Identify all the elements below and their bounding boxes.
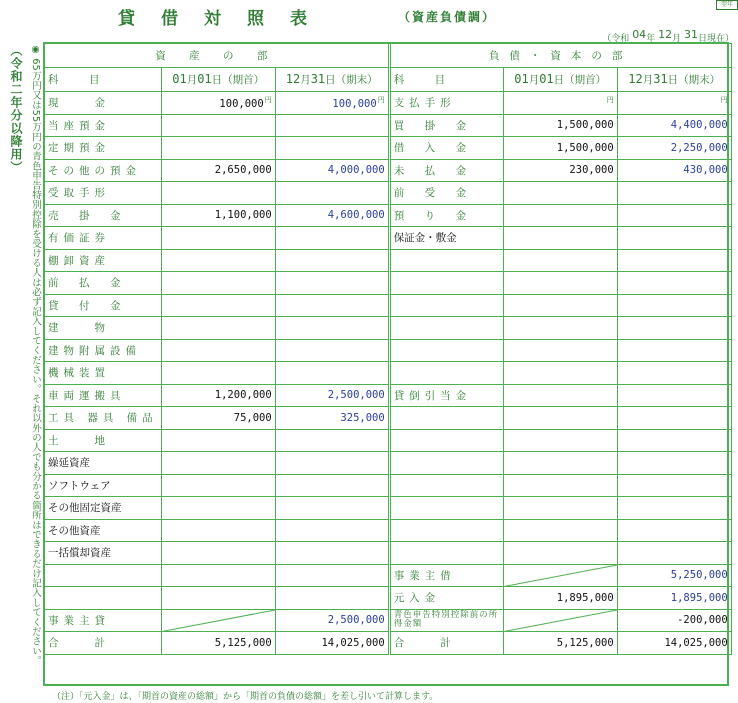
amount: 2,650,000 [214, 164, 272, 177]
liabilities-start-value[interactable] [503, 429, 617, 452]
assets-start-value[interactable] [161, 497, 275, 520]
assets-start-value[interactable] [161, 114, 275, 137]
asset-label: 前 払 金 [45, 272, 162, 295]
assets-section-header: 資 産 の 部 [45, 44, 390, 68]
assets-start-date-header [161, 68, 275, 92]
liabilities-end-value[interactable] [617, 272, 731, 295]
table-row [45, 114, 732, 137]
table-row [45, 542, 732, 565]
liabilities-end-value[interactable] [617, 159, 731, 182]
owner-loan-label: 事業主貸 [45, 609, 162, 632]
owner-borrow-start-crossed [503, 564, 617, 587]
asset-label: 一括償却資産 [45, 542, 162, 565]
assets-end-date-header [275, 68, 389, 92]
liability-label [389, 272, 503, 295]
liabilities-start-date-header [503, 68, 617, 92]
liabilities-start-value[interactable] [503, 182, 617, 205]
assets-start-value[interactable] [161, 294, 275, 317]
liability-label [389, 249, 503, 272]
assets-start-value[interactable] [161, 587, 275, 610]
liability-label: 貸倒引当金 [389, 384, 503, 407]
liabilities-start-value[interactable] [503, 497, 617, 520]
liability-label: 保証金・敷金 [389, 227, 503, 250]
asset-label: 建 物 [45, 317, 162, 340]
liabilities-end-value[interactable] [617, 249, 731, 272]
assets-end-value[interactable] [275, 362, 389, 385]
start-month-unit: 月 [186, 74, 198, 86]
owner-borrow-end-value[interactable]: 5,250,000 [617, 564, 731, 587]
liabilities-start-value[interactable] [503, 159, 617, 182]
liabilities-end-value[interactable] [617, 137, 731, 160]
assets-start-value[interactable] [161, 317, 275, 340]
asset-label: 土 地 [45, 429, 162, 452]
liabilities-end-value[interactable] [617, 339, 731, 362]
yen-unit: 円 [264, 96, 272, 105]
table-row [45, 384, 732, 407]
capital-start-value[interactable]: 1,895,000 [503, 587, 617, 610]
liabilities-end-value[interactable] [617, 407, 731, 430]
liabilities-total-start[interactable]: 5,125,000 [503, 632, 617, 655]
liabilities-start-value[interactable] [503, 137, 617, 160]
liabilities-start-value[interactable] [503, 362, 617, 385]
liability-label [389, 452, 503, 475]
page-subtitle: （資産負債調） [398, 10, 497, 24]
asset-label: その他固定資産 [45, 497, 162, 520]
assets-end-value[interactable] [275, 407, 389, 430]
liabilities-start-value[interactable] [503, 474, 617, 497]
liability-label [389, 362, 503, 385]
yen-unit: 円 [377, 96, 385, 105]
table-row [45, 317, 732, 340]
assets-start-value[interactable] [161, 182, 275, 205]
assets-end-value[interactable] [275, 339, 389, 362]
asset-label: その他資産 [45, 519, 162, 542]
date-day: 31 [683, 28, 698, 41]
pre-deduction-start-crossed [503, 609, 617, 632]
assets-end-value[interactable] [275, 587, 389, 610]
assets-start-value[interactable] [161, 452, 275, 475]
liability-label: 買 掛 金 [389, 114, 503, 137]
owner-borrow-label: 事業主借 [389, 564, 503, 587]
table-row [45, 92, 732, 115]
liability-label [389, 519, 503, 542]
asset-label: 受取手形 [45, 182, 162, 205]
table-row [45, 564, 732, 587]
table-row [45, 227, 732, 250]
liability-label [389, 429, 503, 452]
liabilities-start-value[interactable] [503, 407, 617, 430]
table-row [45, 452, 732, 475]
amount: 230,000 [569, 164, 614, 177]
footnote: （注）「元入金」は、「期首の資産の総額」から「期首の負債の総額」を差し引いて計算します。 [52, 692, 439, 702]
end-day-unit: 日（期末） [667, 74, 721, 86]
liability-label [389, 474, 503, 497]
liabilities-end-value[interactable] [617, 92, 731, 115]
date-year-unit: 年 [646, 34, 656, 44]
form-version-label: （令和二年分以降用） [9, 44, 23, 174]
amount: 1,500,000 [556, 119, 614, 132]
amount: 325,000 [340, 411, 385, 424]
liability-label [389, 407, 503, 430]
liabilities-section-header: 負債・資本の部 [389, 44, 731, 68]
asset-label: 機械装置 [45, 362, 162, 385]
liabilities-start-value[interactable] [503, 272, 617, 295]
start-day: 01 [197, 72, 212, 86]
liability-label: 借 入 金 [389, 137, 503, 160]
side-instruction-note: ◉ 65万円又は55万円の青色申告特別控除を受ける人は必ず記入してください。それ以外の人でも分かる箇所はできるだけ記入してください。 [30, 44, 41, 666]
liabilities-end-value[interactable] [617, 182, 731, 205]
start-month: 01 [514, 72, 529, 86]
assets-end-value[interactable] [275, 429, 389, 452]
asset-label [45, 564, 162, 587]
asset-label: 繰延資産 [45, 452, 162, 475]
assets-end-value[interactable] [275, 204, 389, 227]
assets-start-value[interactable] [161, 564, 275, 587]
date-day-unit: 日現在 [697, 34, 725, 44]
table-row [45, 429, 732, 452]
assets-start-value[interactable] [161, 362, 275, 385]
amount: 1,100,000 [214, 209, 272, 222]
yen-unit: 円 [606, 96, 614, 105]
amount: 100,000 [332, 98, 377, 111]
liabilities-start-value[interactable] [503, 204, 617, 227]
assets-start-value[interactable] [161, 542, 275, 565]
table-row [45, 609, 732, 632]
pre-deduction-label: 青色申告特別控除前の所得金額 [389, 609, 503, 632]
liabilities-start-value[interactable] [503, 249, 617, 272]
column-header-row [45, 68, 732, 92]
liabilities-start-value[interactable] [503, 452, 617, 475]
totals-row [45, 632, 732, 655]
asset-label: 棚卸資産 [45, 249, 162, 272]
liabilities-start-value[interactable] [503, 519, 617, 542]
assets-start-value[interactable] [161, 159, 275, 182]
yen-unit: 円 [720, 96, 728, 105]
amount: 1,500,000 [556, 141, 614, 154]
end-month: 12 [628, 72, 643, 86]
table-row [45, 159, 732, 182]
amount: 100,000 [219, 98, 264, 111]
liabilities-end-value[interactable] [617, 204, 731, 227]
start-day-unit: 日（期首） [211, 74, 265, 86]
amount: 4,000,000 [327, 164, 385, 177]
assets-end-value[interactable] [275, 474, 389, 497]
table-row [45, 272, 732, 295]
assets-end-value[interactable] [275, 92, 389, 115]
table-row [45, 204, 732, 227]
liability-label: 支払手形 [389, 92, 503, 115]
liabilities-end-value[interactable] [617, 519, 731, 542]
asset-label: 当座預金 [45, 114, 162, 137]
assets-end-value[interactable] [275, 519, 389, 542]
liabilities-end-value[interactable] [617, 542, 731, 565]
assets-end-value[interactable] [275, 227, 389, 250]
end-month-unit: 月 [300, 74, 311, 86]
liability-label [389, 294, 503, 317]
table-row [45, 339, 732, 362]
assets-total-label: 合 計 [45, 632, 162, 655]
liability-label: 預 り 金 [389, 204, 503, 227]
liabilities-start-value[interactable] [503, 384, 617, 407]
capital-end-value[interactable]: 1,895,000 [617, 587, 731, 610]
balance-sheet-table [44, 43, 732, 655]
liability-label: 未 払 金 [389, 159, 503, 182]
asset-label: 売 掛 金 [45, 204, 162, 227]
start-day: 01 [539, 72, 554, 86]
asset-label: ソフトウェア [45, 474, 162, 497]
liability-label [389, 317, 503, 340]
liability-label [389, 497, 503, 520]
assets-end-value[interactable] [275, 497, 389, 520]
start-month: 01 [172, 72, 187, 86]
as-of-date: （令和 04年 12月 31日現在） [602, 28, 734, 44]
liabilities-start-value[interactable] [503, 339, 617, 362]
amount: 2,250,000 [670, 141, 728, 154]
amount: 75,000 [233, 411, 272, 424]
assets-end-value[interactable] [275, 182, 389, 205]
table-row [45, 137, 732, 160]
assets-start-value[interactable] [161, 339, 275, 362]
assets-start-value[interactable] [161, 474, 275, 497]
assets-end-value[interactable] [275, 384, 389, 407]
asset-label: 定期預金 [45, 137, 162, 160]
asset-label: 貸 付 金 [45, 294, 162, 317]
date-month-unit: 月 [672, 34, 682, 44]
table-row [45, 182, 732, 205]
assets-start-value[interactable] [161, 272, 275, 295]
end-day: 31 [310, 72, 326, 86]
liability-label: 前 受 金 [389, 182, 503, 205]
assets-start-value[interactable] [161, 227, 275, 250]
assets-start-value[interactable] [161, 519, 275, 542]
amount: 430,000 [683, 164, 728, 177]
assets-subject-header: 科 目 [45, 68, 162, 92]
liabilities-end-value[interactable] [617, 429, 731, 452]
asset-label: 建物附属設備 [45, 339, 162, 362]
liabilities-start-value[interactable] [503, 114, 617, 137]
liabilities-subject-header: 科 目 [389, 68, 503, 92]
amount: 4,600,000 [327, 209, 385, 222]
asset-label: その他の預金 [45, 159, 162, 182]
asset-label: 有価証券 [45, 227, 162, 250]
assets-start-value[interactable] [161, 407, 275, 430]
corner-tab: 翌年 [716, 0, 738, 10]
liabilities-start-value[interactable] [503, 542, 617, 565]
table-row [45, 407, 732, 430]
assets-start-value[interactable] [161, 429, 275, 452]
liabilities-end-value[interactable] [617, 384, 731, 407]
liabilities-start-value[interactable] [503, 227, 617, 250]
asset-label [45, 587, 162, 610]
liabilities-end-value[interactable] [617, 452, 731, 475]
liabilities-end-value[interactable] [617, 362, 731, 385]
liabilities-start-value[interactable] [503, 317, 617, 340]
owner-loan-end-value[interactable]: 2,500,000 [275, 609, 389, 632]
table-row [45, 587, 732, 610]
liabilities-end-value[interactable] [617, 474, 731, 497]
table-row [45, 249, 732, 272]
amount: 2,500,000 [327, 389, 385, 402]
liabilities-end-value[interactable] [617, 227, 731, 250]
start-day-unit: 日（期首） [553, 74, 607, 86]
liabilities-total-label: 合 計 [389, 632, 503, 655]
date-era: 令和 [611, 34, 630, 44]
table-row [45, 497, 732, 520]
pre-deduction-end-value[interactable]: -200,000 [617, 609, 731, 632]
assets-end-value[interactable] [275, 159, 389, 182]
assets-end-value[interactable] [275, 452, 389, 475]
liabilities-start-value[interactable] [503, 294, 617, 317]
amount: 1,200,000 [214, 389, 272, 402]
assets-end-value[interactable] [275, 137, 389, 160]
page-title: 貸借対照表 [118, 9, 333, 29]
assets-total-end[interactable]: 14,025,000 [275, 632, 389, 655]
amount: 4,400,000 [670, 119, 728, 132]
end-day: 31 [653, 72, 668, 86]
table-row [45, 474, 732, 497]
assets-total-start[interactable]: 5,125,000 [161, 632, 275, 655]
table-row [45, 294, 732, 317]
assets-start-value[interactable] [161, 92, 275, 115]
assets-start-value[interactable] [161, 137, 275, 160]
assets-end-value[interactable] [275, 272, 389, 295]
liability-label [389, 339, 503, 362]
liabilities-end-value[interactable] [617, 317, 731, 340]
assets-end-value[interactable] [275, 317, 389, 340]
liability-label [389, 542, 503, 565]
asset-label: 工具 器具 備品 [45, 407, 162, 430]
assets-end-value[interactable] [275, 249, 389, 272]
end-day-unit: 日（期末） [325, 74, 378, 86]
liabilities-end-value[interactable] [617, 114, 731, 137]
asset-label: 現 金 [45, 92, 162, 115]
assets-end-value[interactable] [275, 294, 389, 317]
asset-label: 車両運搬具 [45, 384, 162, 407]
assets-start-value[interactable] [161, 204, 275, 227]
assets-start-value[interactable] [161, 249, 275, 272]
liabilities-end-value[interactable] [617, 294, 731, 317]
section-header-row [45, 44, 732, 68]
table-row [45, 362, 732, 385]
liabilities-end-value[interactable] [617, 497, 731, 520]
assets-start-value[interactable] [161, 384, 275, 407]
liabilities-total-end[interactable]: 14,025,000 [617, 632, 731, 655]
start-month-unit: 月 [528, 74, 540, 86]
assets-end-value[interactable] [275, 542, 389, 565]
liabilities-start-value[interactable] [503, 92, 617, 115]
date-year: 04 [632, 28, 647, 41]
liabilities-end-date-header [617, 68, 731, 92]
capital-label: 元入金 [389, 587, 503, 610]
end-month-unit: 月 [642, 74, 654, 86]
assets-end-value[interactable] [275, 114, 389, 137]
owner-loan-start-crossed [161, 609, 275, 632]
table-row [45, 519, 732, 542]
date-month: 12 [658, 28, 673, 41]
assets-end-value[interactable] [275, 564, 389, 587]
end-month: 12 [285, 72, 301, 86]
